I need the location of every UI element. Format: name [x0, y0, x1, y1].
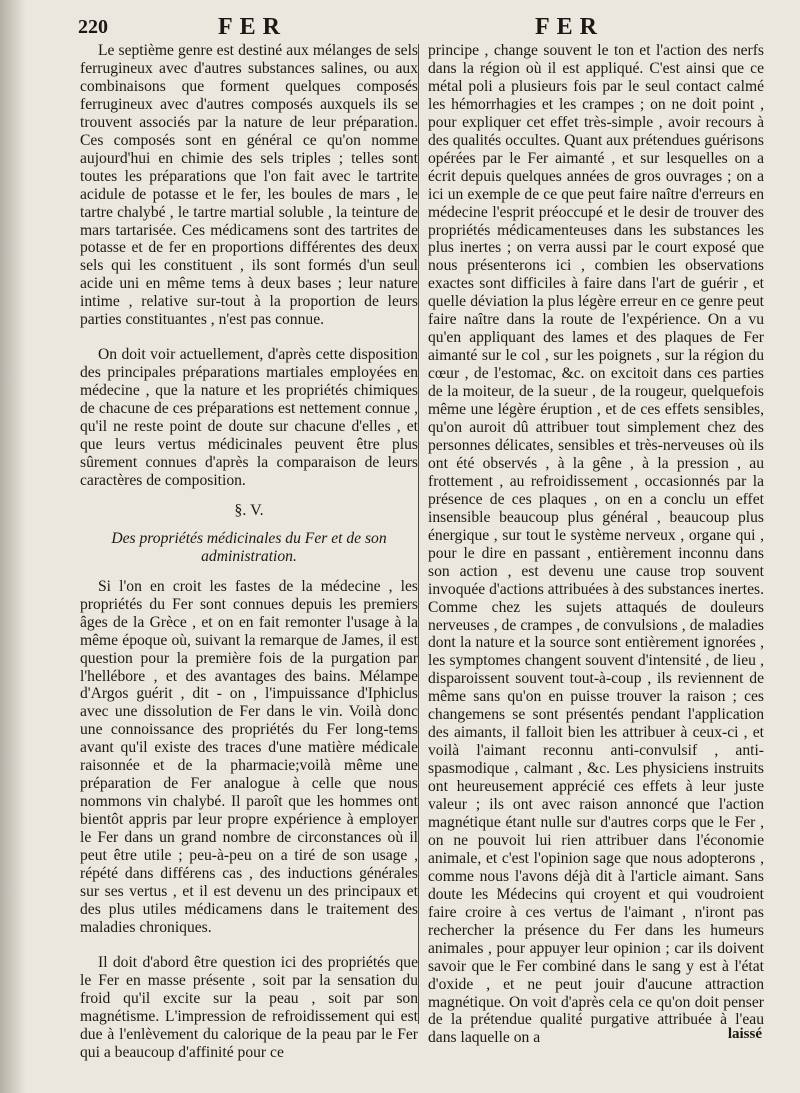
paragraph-fastes-medecine: Si l'on en croit les fastes de la médecine , les propriétés du Fer sont connues depuis les premiers âges de la Grèce , et on en fait remonter l'usage à la même époque où, suivant la remarque de James, il est question pour la première fois de la purgation par l'hellébore , et des avantages des bains. Mélampe d'Argos guérit , dit - on , l'impuissance d'Iphiclus avec une dissolution de Fer dans le vin. Voilà donc une connoissance des propriétés du Fer long-tems avant qu'il existe des traces d'une matière médicale raisonnée et de la pharmacie;voilà même une préparation de Fer analogue à celle que nous nommons vin chalybé. Il paroît que les hommes ont bientôt appris par leur propre expérience à employer le Fer dans un grand nombre de circonstances où il peut être utile ; peu-à-peu on a tiré de son usage , répété dans différens cas , des inductions générales sur ses vertus , et il est devenu un des principaux et des plus utiles médicamens dans le traitement des maladies chroniques.	[80, 577, 418, 936]
paragraph-aimant-continued: principe , change souvent le ton et l'action des nerfs dans la région où il est appliqué. C'est ainsi que ce métal poli a plusieurs fois par le seul contact calmé les hémorrhagies et les crampes ; on ne doit point , pour expliquer cet effet très-simple , avoir recours à des qualités occultes. Quant aux prétendues guérisons opérées par le Fer aimanté , et sur lesquelles on a écrit depuis quelques années de gros ouvrages ; on a ici un exemple de ce que peut faire naître d'erreurs en médecine l'esprit préoccupé et le desir de trouver des propriétés médicamenteuses dans les substances les plus inertes ; on verra aussi par le court exposé que nous présenterons ici , combien les observations exactes sont difficiles à faire dans l'art de guérir , et quelle déviation la plus légère erreur en ce genre peut faire naître dans la route de l'expérience. On a vu qu'en appliquant des lames et des plaques de Fer aimanté sur le col , sur les poignets , sur la région du cœur , de l'estomac, &c. on excitoit dans ces parties de la moiteur, de la sueur , de la rougeur, quelquefois même une légère éruption , et de ces effets sensibles, qu'on auroit dû attribuer tout simplement chez des personnes délicates, sensibles et très-nerveuses où ils ont été observés , à la gêne , à la pression , au frottement , au refroidissement , occasionnés par la présence de ces plaques , on en a conclu un effet insensible beaucoup plus général , beaucoup plus énergique , sur tout le système nerveux , organe qui , pour le dire en passant , entièrement inconnu dans son action , est devenu une cause trop souvent invoquée d'actions attribuées à des substances inertes. Comme chez les sujets attaqués de douleurs nerveuses , de crampes , de convulsions , de maladies dont la nature et la source sont entièrement ignorées , les symptomes changent souvent d'intensité , de lieu , disparoissent souvent tout-à-coup , ils reviennent de même sans qu'on en puisse trouver la raison ; ces changemens se sont présentés pendant l'application des aimants, il falloit bien les attribuer à ceux-ci , et voilà l'aimant reconnu anti-convulsif , anti-spasmodique , calmant , &c. Les physiciens instruits ont heureusement apprécié ces effets à leur juste valeur ; ils ont avec raison annoncé que l'action magnétique étant nulle sur d'autres corps que le Fer , on ne pouvoit lui rien attribuer dans l'économie animale, et c'est l'opinion sage que nous adopterons , comme nous l'avons déjà dit à l'article aimant. Sans doute les Médecins qui croyent et qui voudroient faire croire à ces vertus de l'aimant , n'iront pas rechercher la présence du Fer dans les humeurs animales , pour appuyer leur opinion ; car ils doivent savoir que le Fer combiné dans le sang y est à l'état d'oxide , et ne peut jouir d'aucune attraction magnétique. On voit d'après cela ce qu'on doit penser de la prétendue qualité purgative attribuée à l'eau dans laquelle on a	[428, 42, 764, 1047]
paragraph-on-doit-voir: On doit voir actuellement, d'après cette disposition des principales préparations martiales employées en médecine , que la nature et les propriétés chimiques de chacune de ces préparations est nettement connue , qu'il ne reste point de doute sur chacune d'elles , et que leurs vertus médicinales peuvent être plus sûrement connues d'après la comparaison de leurs caractères de composition.	[80, 346, 418, 489]
paragraph-fer-en-masse: Il doit d'abord être question ici des propriétés que le Fer en masse présente , soit par la sensation du froid qu'il excite sur la peau , soit par son magnétisme. L'impression de refroidissement qui est due à l'enlèvement du calorique de la peau par le Fer qui a beaucoup d'affinité pour ce	[80, 953, 418, 1061]
running-head-right: FER	[535, 14, 604, 40]
section-number: §. V.	[234, 501, 264, 519]
column-rule	[418, 44, 419, 1024]
paragraph-septieme-genre: Le septième genre est destiné aux mélanges de sels ferrugineux avec d'autres substances salines, ou aux combinaisons que forment quelques composés ferrugineux avec d'autres composés auxquels ils se trouvent associés par la nature de leur préparation. Ces composés sont en général ce qu'on nomme aujourd'hui en chimie des sels triples ; telles sont toutes les préparations que l'on fait avec le tartrite acidule de potasse et le fer, les boules de mars , le tartre chalybé , le tartre martial soluble , la teinture de mars tartarisée. Ces médicamens sont des tartrites de potasse et de fer en proportions différentes des deux sels qui les constituent , ils sont formés d'un seul acide uni en même tems à deux bases ; leur nature intime , relative sur-tout à la proportion de leurs parties constituantes , n'est pas connue.	[80, 42, 418, 329]
section-heading: Des propriétés médicinales du Fer et de son administration.	[111, 529, 387, 565]
binding-shadow	[0, 0, 26, 1093]
running-head-left: FER	[218, 14, 287, 40]
catchword: laissé	[727, 1026, 762, 1042]
right-column	[428, 42, 764, 1047]
page-number: 220	[78, 16, 108, 38]
left-column	[80, 42, 418, 1062]
page-header	[0, 14, 800, 42]
